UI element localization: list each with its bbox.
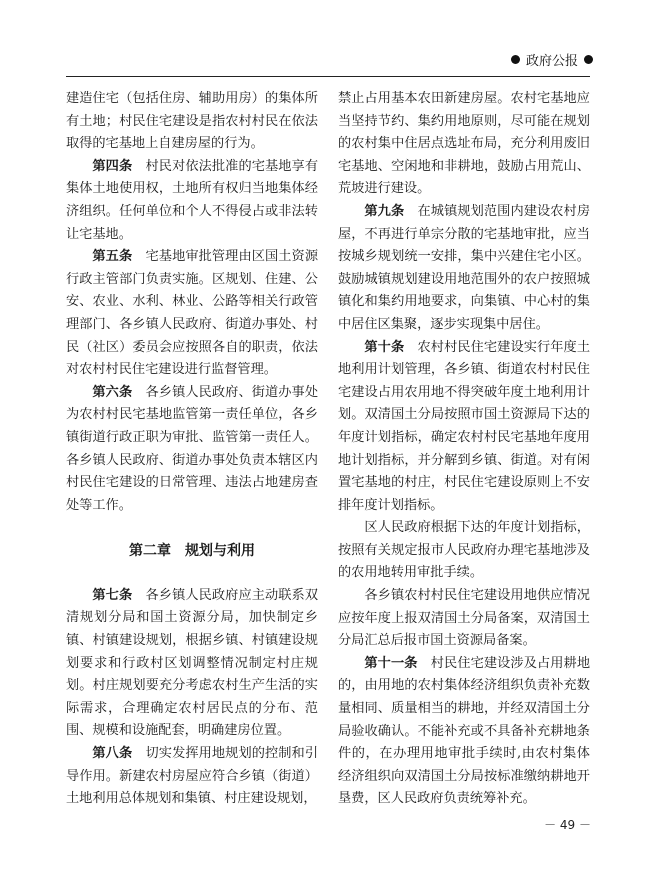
right-column [338,88,590,811]
paragraph: 第五条 宅基地审批管理由区国土资源行政主管部门负责实施。区规划、住建、公安、农业、水利、林业、公路等相关行政管理部门、各乡镇人民政府、街道办事处、村民（社区）委员会应按照各自的职责，依法对农村村民住宅建设进行监督管理。 [66,249,319,378]
page-number: － 49 － [544,818,591,832]
paragraph: 第七条 各乡镇人民政府应主动联系双清规划分局和国土资源分局，加快制定乡镇、村镇建设规划，根据乡镇、村镇建设规划要求和行政村区划调整情况制定村庄规划。村庄规划要充分考虑农村生产生活的实际需求，合理确定农村居民点的分布、范围、规模和设施配套，明确建房位置。 [66,587,319,739]
left-column [66,88,318,811]
paragraph: 区人民政府根据下达的年度计划指标，按照有关规定报市人民政府办理宅基地涉及的农用地转用审批手续。 [338,520,590,581]
paragraph: 第十一条 村民住宅建设涉及占用耕地的，由用地的农村集体经济组织负责补充数量相同、质量相当的耕地，并经双清国土分局验收确认。不能补充或不具备补充耕地条件的，在办理用地审批手续时,由农村集体经济组织向双清国土分局按标准缴纳耕地开垦费，区人民政府负责统筹补充。 [338,655,591,807]
paragraph: 各乡镇农村村民住宅建设用地供应情况应按年度上报双清国土分局备案，双清国土分局汇总后报市国土资源局备案。 [338,588,590,649]
bullet-dot-icon [584,55,593,64]
header-title: 政府公报 [525,54,578,69]
paragraph: 第四条 村民对依法批准的宅基地享有集体土地使用权，土地所有权归当地集体经济组织。任何单位和个人不得侵占或非法转让宅基地。 [66,158,319,242]
bullet-dot-icon [511,55,520,64]
page-header [511,50,593,69]
paragraph: 第十条 农村村民住宅建设实行年度土地利用计划管理，各乡镇、街道农村村民住宅建设占用农用地不得突破年度土地利用计划。双清国土分局按照市国土资源局下达的年度计划指标，确定农村村民宅基地年度用地计划指标，并分解到乡镇、街道。对有闲置宅基地的村庄，村民住宅建设原则上不安排年度计划指标。 [338,339,591,513]
article-number: 第六条 [92,384,133,400]
paragraph: 第九条 在城镇规划范围内建设农村房屋，不再进行单宗分散的宅基地审批，应当按城乡规划统一安排，集中兴建住宅小区。鼓励城镇规划建设用地范围外的农户按照城镇化和集约用地要求，向集镇、中心村的集中居住区集聚，逐步实现集中居住。 [338,203,591,332]
article-number: 第九条 [364,203,405,219]
article-number: 第四条 [92,158,133,174]
paragraph: 第八条 切实发挥用地规划的控制和引导作用。新建农村房屋应符合乡镇（街道）土地利用总体规划和集镇、村庄建设规划， [66,746,319,807]
header-rule [66,76,590,77]
article-number: 第七条 [92,587,133,603]
paragraph: 禁止占用基本农田新建房屋。农村宅基地应当坚持节约、集约用地原则，尽可能在规划的农村集中住居点选址布局，充分利用废旧宅基地、空闲地和非耕地，鼓励占用荒山、荒坡进行建设。 [338,91,590,197]
paragraph: 第六条 各乡镇人民政府、街道办事处为农村村民宅基地监管第一责任单位，各乡镇街道行政正职为审批、监管第一责任人。各乡镇人民政府、街道办事处负责本辖区内村民住宅建设的日常管理、违法占地建房查处等工作。 [66,384,319,513]
article-number: 第五条 [92,249,133,265]
paragraph: 建造住宅（包括住房、辅助用房）的集体所有土地；村民住宅建设是指农村村民在依法取得的宅基地上自建房屋的行为。 [66,91,318,152]
article-number: 第十条 [364,339,405,355]
article-number: 第十一条 [364,655,418,671]
chapter-title: 第二章 规划与利用 [129,543,255,560]
article-number: 第八条 [92,746,133,762]
